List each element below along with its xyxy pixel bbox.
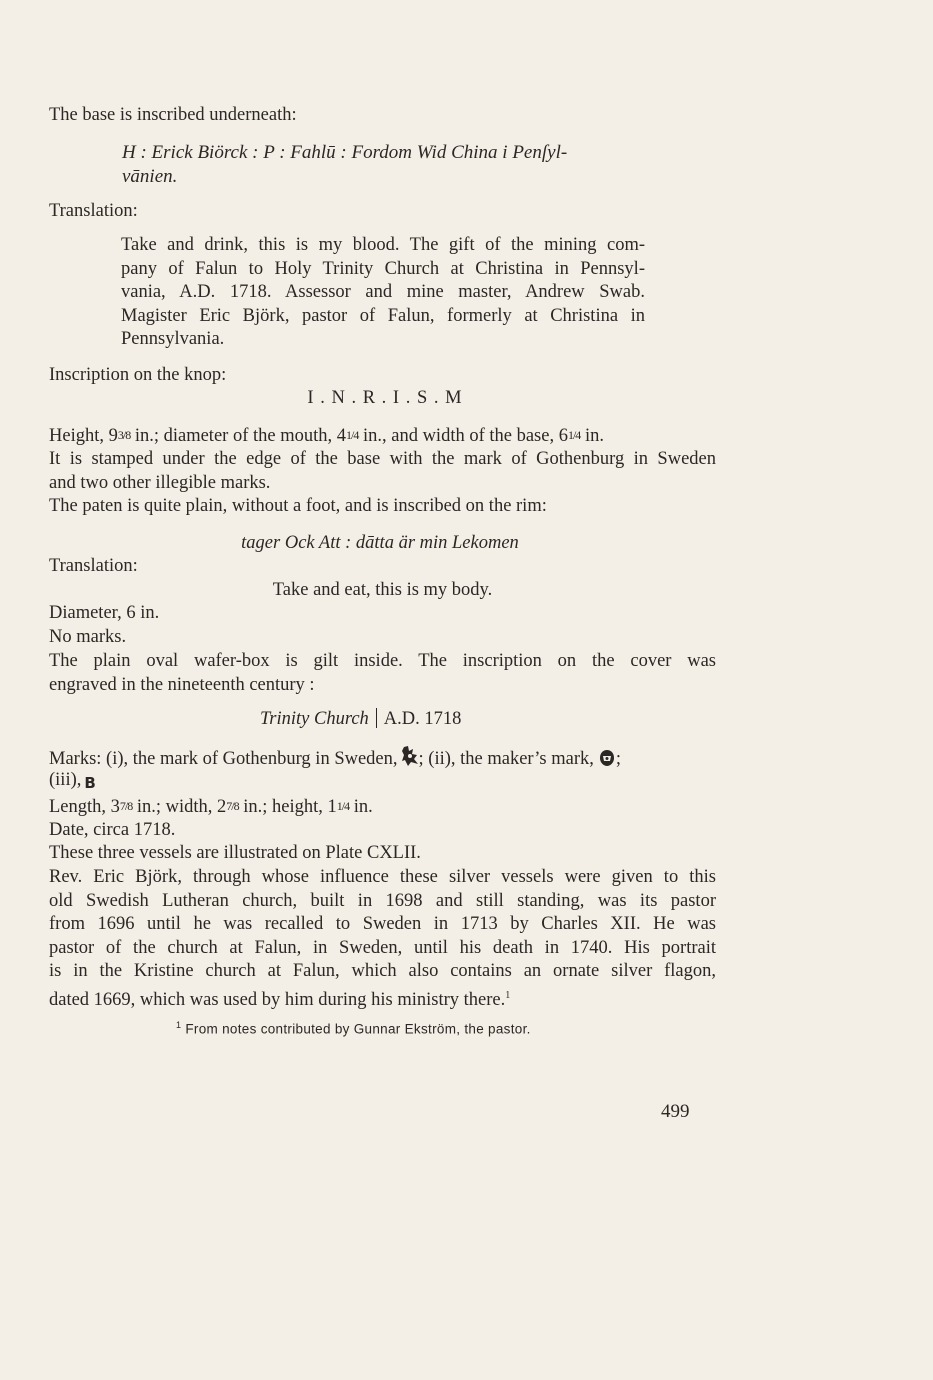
date-line: Date, circa 1718. <box>49 820 176 840</box>
length-line <box>49 795 373 820</box>
footnote-number: 1 <box>176 1020 182 1030</box>
fraction: 1/4 <box>567 428 581 442</box>
translation-line: Take and drink, this is my blood. The gift of the mining com- <box>121 235 645 255</box>
cover-inscription <box>260 708 461 732</box>
fraction: 1/4 <box>336 799 350 813</box>
marks-text: ; (ii), the maker’s mark, <box>418 749 594 769</box>
marks-text: ; <box>615 749 622 769</box>
paten-line: The paten is quite plain, without a foot, and is inscribed on the rim: <box>49 496 547 516</box>
bjork-line: is in the Kristine church at Falun, which also contains an ornate silver flagon, <box>49 961 716 981</box>
maker-mark-icon <box>598 749 616 767</box>
bjork-line: old Swedish Lutheran church, built in 1698 and still standing, was its pastor <box>49 890 716 911</box>
page-number: 499 <box>661 1101 690 1122</box>
gothenburg-mark-icon <box>401 745 419 767</box>
cover-inscription-italic: Trinity Church <box>260 709 369 729</box>
stamp-line: and two other illegible marks. <box>49 472 271 493</box>
dimensions-text: in., and width of the base, 6 <box>358 426 568 446</box>
length-text: in.; height, 1 <box>238 797 337 817</box>
fraction: 7/8 <box>119 799 133 813</box>
base-inscription-line-2: vānien. <box>122 166 178 187</box>
marks-text: (iii), <box>49 770 82 790</box>
stamp-line: It is stamped under the edge of the base with the mark of Gothenburg in Sweden <box>49 449 716 469</box>
knop-label: Inscription on the knop: <box>49 365 227 385</box>
cover-inscription-date: A.D. 1718 <box>383 709 462 729</box>
length-text: Length, 3 <box>49 797 120 817</box>
fraction: 1/4 <box>346 428 359 442</box>
bjork-paragraph <box>49 866 716 1012</box>
translation-line: pany of Falun to Holy Trinity Church at Christina in Pennsyl- <box>121 258 645 279</box>
translation-block <box>121 234 645 352</box>
wafer-line: The plain oval wafer-box is gilt inside. The inscription on the cover was <box>49 651 716 671</box>
wafer-line: engraved in the nineteenth century : <box>49 674 315 695</box>
mark-iii-glyph: B <box>84 774 96 792</box>
knop-inscription: I . N . R . I . S . M <box>307 388 463 408</box>
bjork-line: pastor of the church at Falun, in Sweden, until his death in 1740. His portrait <box>49 937 716 958</box>
base-intro: The base is inscribed underneath: <box>49 105 297 125</box>
dimensions-text: in. <box>580 426 604 446</box>
marks-line <box>49 745 716 772</box>
plate-line: These three vessels are illustrated on Plate CXLII. <box>49 843 421 863</box>
stamp-paragraph <box>49 448 716 495</box>
fraction: 3/8 <box>117 428 131 442</box>
translation-2: Take and eat, this is my body. <box>272 580 493 600</box>
translation-label-2: Translation: <box>49 556 138 576</box>
dimensions-text: in.; diameter of the mouth, 4 <box>130 426 346 446</box>
bjork-line-last <box>49 984 716 1013</box>
length-text: in.; width, 2 <box>132 797 227 817</box>
dimensions-line <box>49 424 604 449</box>
base-inscription-line-1: H : Erick Biörck : P : Fahlū : Fordom Wid China i Penſyl- <box>122 142 568 163</box>
footnote <box>176 1014 531 1041</box>
dimensions-text: Height, 9 <box>49 426 118 446</box>
no-marks-line: No marks. <box>49 627 127 647</box>
bjork-line: from 1696 until he was recalled to Sweden in 1713 by Charles XII. He was <box>49 914 716 934</box>
length-text: in. <box>349 797 373 817</box>
marks-text: Marks: (i), the mark of Gothenburg in Sweden, <box>49 749 398 769</box>
bjork-line: Rev. Eric Björk, through whose influence these silver vessels were given to this <box>49 867 716 887</box>
footnote-text: From notes contributed by Gunnar Ekström, the pastor. <box>185 1021 531 1037</box>
diameter-line: Diameter, 6 in. <box>49 603 160 623</box>
wafer-paragraph <box>49 650 716 697</box>
line-divider <box>376 708 377 728</box>
fraction: 7/8 <box>226 799 239 813</box>
marks-line-2 <box>49 769 96 796</box>
bjork-last-text: dated 1669, which was used by him during his ministry there. <box>49 989 506 1010</box>
paten-inscription: tager Ock Att : dātta är min Lekomen <box>241 533 519 553</box>
footnote-reference: 1 <box>505 989 511 1001</box>
translation-label: Translation: <box>49 201 138 221</box>
translation-line: vania, A.D. 1718. Assessor and mine master, Andrew Swab. <box>121 282 645 302</box>
translation-line: Magister Eric Björk, pastor of Falun, formerly at Christina in <box>121 305 645 326</box>
translation-line: Pennsylvania. <box>121 329 225 349</box>
